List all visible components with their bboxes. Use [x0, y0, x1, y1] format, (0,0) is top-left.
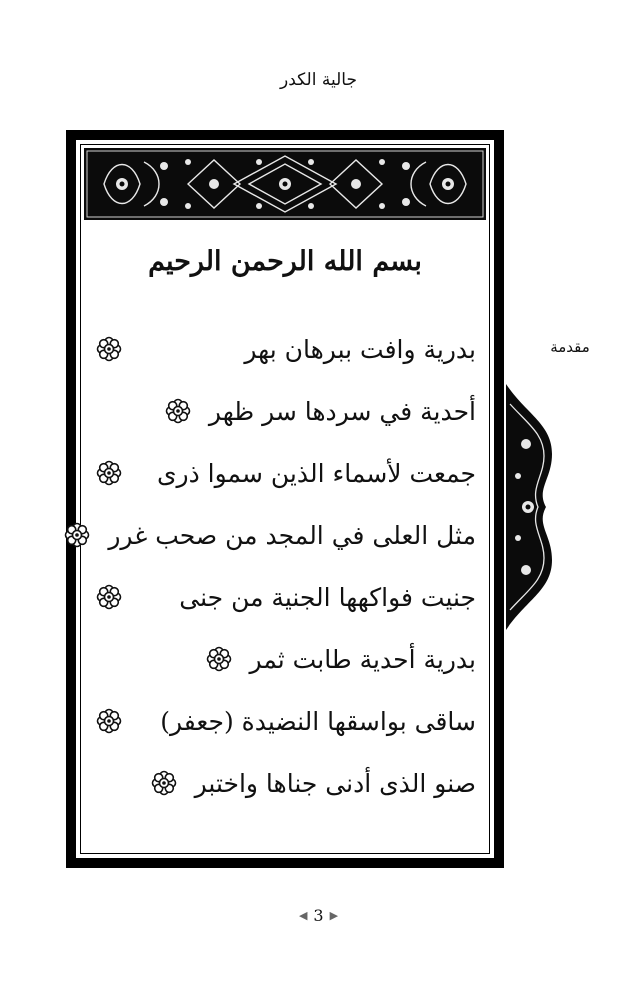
basmala-heading: بسم الله الرحمن الرحيم	[148, 246, 422, 277]
verse-text: بدرية وافت ببرهان بهر	[244, 334, 476, 364]
verse-line	[96, 386, 476, 436]
verse-text: أحدية في سردها سر ظهر	[208, 396, 476, 426]
verse-line	[96, 448, 476, 498]
rosette-flower-icon	[96, 708, 122, 734]
verse-line	[96, 510, 476, 560]
running-head-title: جالية الكدر	[280, 70, 357, 90]
page-number	[0, 906, 637, 925]
page-number-value: 3	[313, 906, 324, 925]
rosette-flower-icon	[96, 584, 122, 610]
verse-line	[96, 572, 476, 622]
verse-text: مثل العلى في المجد من صحب غرر	[108, 520, 476, 550]
triangle-left-icon: ◀	[298, 909, 308, 922]
rosette-flower-icon	[64, 522, 90, 548]
verse-line	[96, 634, 476, 684]
verse-line	[96, 758, 476, 808]
rosette-flower-icon	[165, 398, 191, 424]
ornamental-banner	[84, 148, 486, 220]
verse-text: جنيت فواكهها الجنية من جنى	[179, 582, 476, 612]
rosette-flower-icon	[96, 336, 122, 362]
section-tab-ornament	[506, 384, 556, 630]
rosette-flower-icon	[206, 646, 232, 672]
triangle-right-icon: ▶	[329, 909, 339, 922]
verse-text: ساقى بواسقها النضيدة (جعفر)	[160, 706, 476, 736]
rosette-flower-icon	[96, 460, 122, 486]
verse-text: صنو الذى أدنى جناها واختبر	[194, 768, 476, 798]
section-label: مقدمة	[550, 338, 590, 356]
verse-text: بدرية أحدية طابت ثمر	[249, 644, 476, 674]
rosette-flower-icon	[151, 770, 177, 796]
verse-text: جمعت لأسماء الذين سموا ذرى	[156, 458, 476, 488]
verse-line	[96, 324, 476, 374]
verse-line	[96, 696, 476, 746]
